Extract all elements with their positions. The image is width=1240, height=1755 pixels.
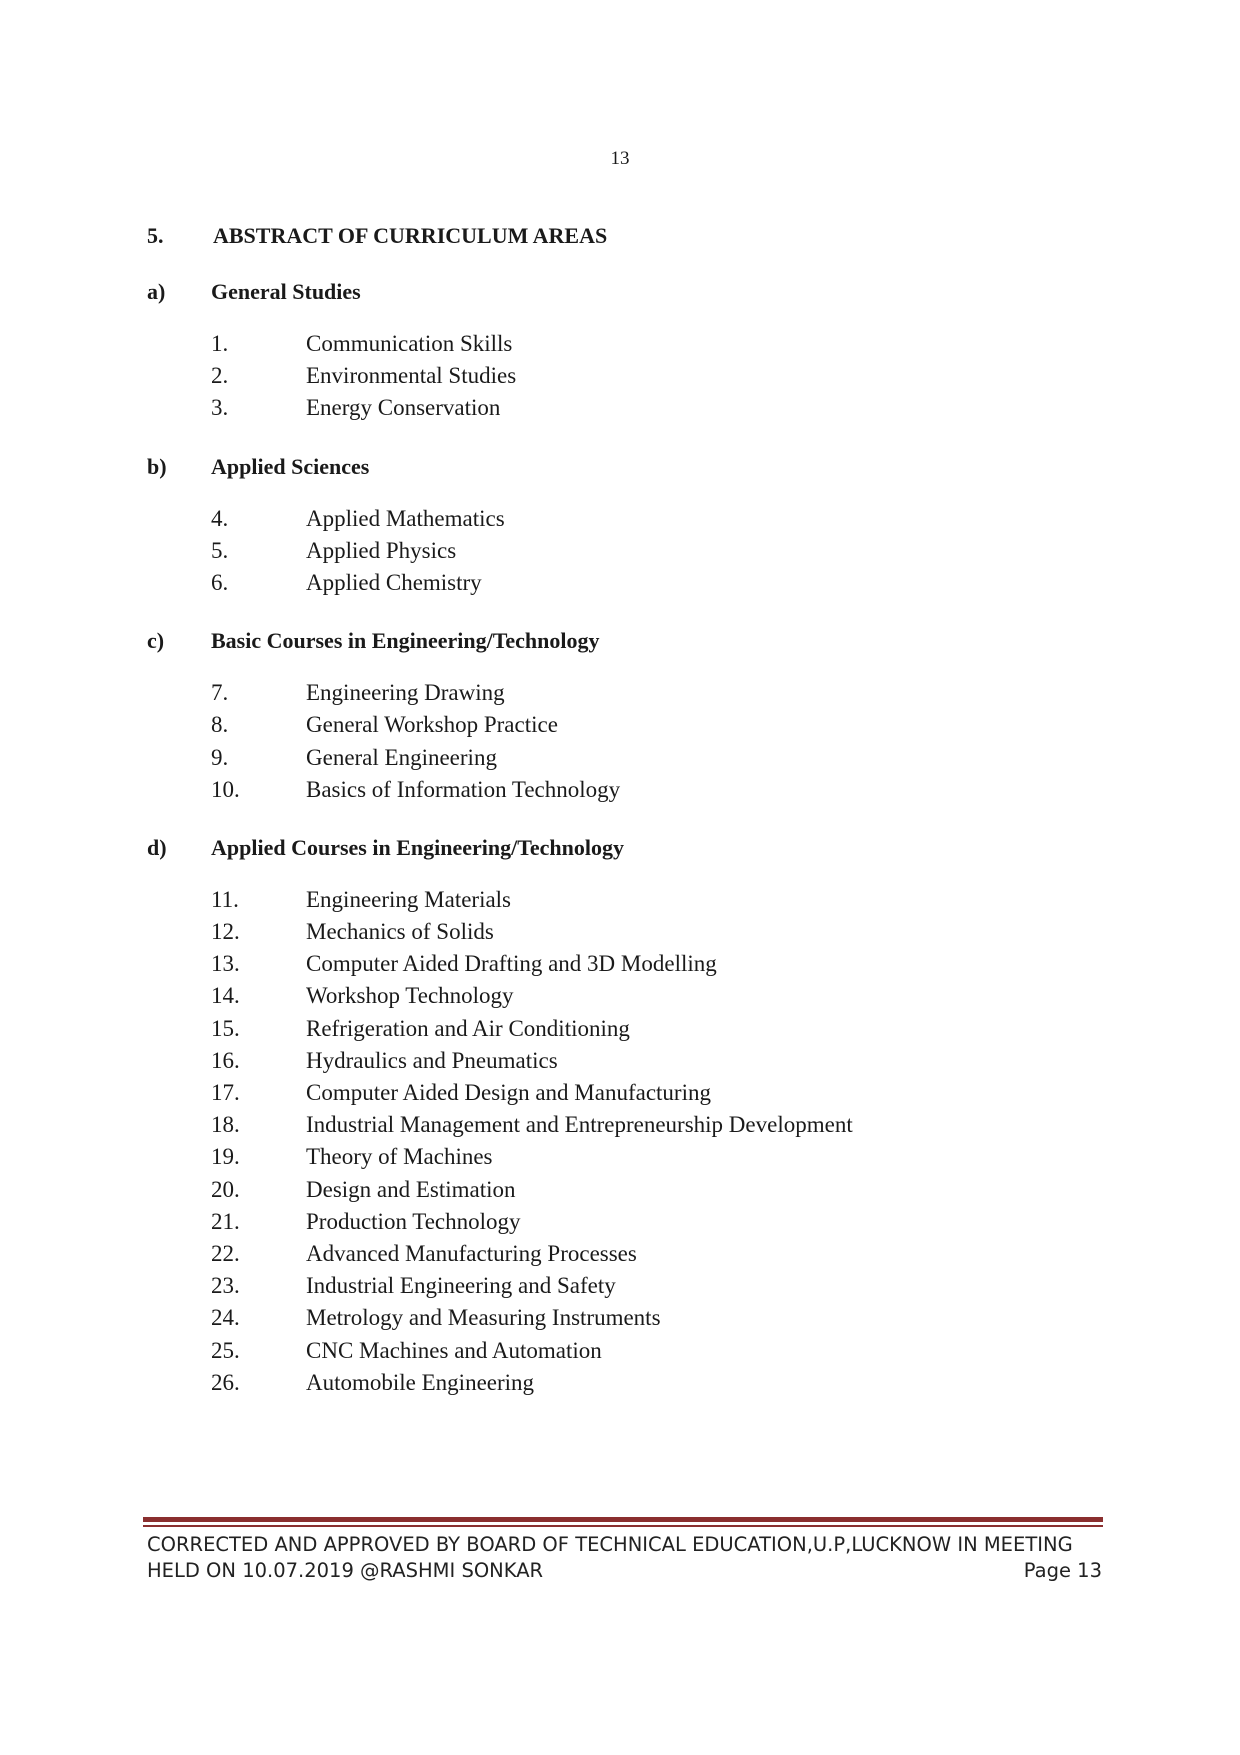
course-name: Applied Physics [306,537,457,563]
curriculum-sections [147,278,1107,1399]
section-title-number: 5. [147,223,164,248]
course-list-item [147,1302,1107,1334]
course-number: 9. [211,744,229,770]
course-name: Engineering Materials [306,886,512,912]
section-heading [147,627,1107,655]
course-name: Energy Conservation [306,395,501,421]
course-number: 20. [211,1176,240,1202]
course-name: Production Technology [306,1208,521,1234]
section-letter: a) [147,279,166,304]
course-list-item [147,1335,1107,1367]
course-number: 18. [211,1112,240,1138]
footer-page-label: Page 13 [1023,1559,1102,1582]
course-number: 8. [211,712,229,738]
course-name: General Workshop Practice [306,712,558,738]
course-list-item [147,503,1107,535]
course-number: 19. [211,1144,240,1170]
curriculum-section [147,278,1107,425]
course-list-item [147,1270,1107,1302]
course-list [147,677,1107,806]
course-number: 24. [211,1305,240,1331]
section-letter: c) [147,628,165,654]
footer-line-2-row [147,1558,1102,1584]
course-name: Engineering Drawing [306,680,505,706]
document-body [147,222,1107,1399]
course-name: Design and Estimation [306,1176,516,1202]
course-number: 2. [211,363,229,389]
section-heading-text: Applied Courses in Engineering/Technology [211,834,624,860]
course-number: 7. [211,680,229,706]
course-number: 26. [211,1369,240,1395]
section-heading [147,453,1107,481]
course-number: 11. [211,886,239,912]
course-name: Automobile Engineering [306,1369,535,1395]
course-list-item [147,1367,1107,1399]
course-list-item [147,677,1107,709]
footer-rule-thin [143,1525,1103,1527]
course-list-item [147,1109,1107,1141]
section-heading-text: Basic Courses in Engineering/Technology [211,628,600,654]
course-number: 3. [211,395,229,421]
course-list-item [147,328,1107,360]
course-number: 1. [211,331,229,356]
course-name: Refrigeration and Air Conditioning [306,1015,630,1041]
footer-line-1: CORRECTED AND APPROVED BY BOARD OF TECHNICAL EDUCATION,U.P,LUCKNOW IN MEETING [147,1533,1073,1556]
curriculum-section [147,453,1107,600]
footer-line-2: HELD ON 10.07.2019 @RASHMI SONKAR [147,1559,544,1582]
course-number: 14. [211,983,240,1009]
course-number: 22. [211,1240,240,1266]
course-list-item [147,567,1107,599]
course-number: 25. [211,1337,240,1363]
course-list-item [147,948,1107,980]
course-list-item [147,1206,1107,1238]
curriculum-section [147,834,1107,1399]
course-list-item [147,1238,1107,1270]
course-name: Advanced Manufacturing Processes [306,1240,637,1266]
course-name: Applied Mathematics [306,505,505,531]
course-list-item [147,774,1107,806]
course-list-item [147,709,1107,741]
curriculum-section [147,627,1107,806]
course-name: Workshop Technology [306,983,514,1009]
course-name: Environmental Studies [306,363,517,389]
course-list-item [147,1141,1107,1173]
course-list-item [147,392,1107,424]
course-number: 23. [211,1273,240,1299]
course-list [147,884,1107,1399]
course-name: CNC Machines and Automation [306,1337,602,1363]
course-list-item [147,980,1107,1012]
course-number: 21. [211,1208,240,1234]
course-name: Computer Aided Drafting and 3D Modelling [306,951,717,977]
course-list-item [147,360,1107,392]
course-list-item [147,1013,1107,1045]
course-name: Hydraulics and Pneumatics [306,1047,558,1073]
course-list-item [147,1077,1107,1109]
course-list-item [147,535,1107,567]
section-heading [147,834,1107,862]
section-heading [147,278,1107,306]
course-name: Computer Aided Design and Manufacturing [306,1080,711,1105]
page-footer [147,1532,1102,1584]
page-number: 13 [610,148,630,169]
course-list-item [147,1045,1107,1077]
course-list-item [147,1174,1107,1206]
section-title-text: ABSTRACT OF CURRICULUM AREAS [213,223,608,248]
course-name: Applied Chemistry [306,569,482,595]
course-name: Communication Skills [306,331,513,356]
course-name: Basics of Information Technology [306,776,621,802]
course-number: 15. [211,1015,240,1041]
course-name: Industrial Engineering and Safety [306,1273,616,1299]
course-number: 4. [211,505,229,531]
course-name: Mechanics of Solids [306,919,494,945]
course-number: 10. [211,776,240,802]
course-list [147,328,1107,425]
course-list-item [147,916,1107,948]
course-name: Theory of Machines [306,1144,493,1170]
section-letter: b) [147,453,167,479]
course-name: Industrial Management and Entrepreneurship Development [306,1112,853,1138]
course-list [147,503,1107,600]
course-number: 5. [211,537,229,563]
footer-rule-thick [143,1517,1103,1522]
section-title [147,222,1107,250]
course-number: 13. [211,951,240,977]
section-heading-text: General Studies [211,279,361,304]
course-number: 6. [211,569,229,595]
course-list-item [147,742,1107,774]
course-name: Metrology and Measuring Instruments [306,1305,661,1331]
section-letter: d) [147,834,167,860]
section-heading-text: Applied Sciences [211,453,370,479]
course-name: General Engineering [306,744,497,770]
course-number: 12. [211,919,240,945]
course-number: 17. [211,1080,240,1105]
course-list-item [147,884,1107,916]
course-number: 16. [211,1047,240,1073]
